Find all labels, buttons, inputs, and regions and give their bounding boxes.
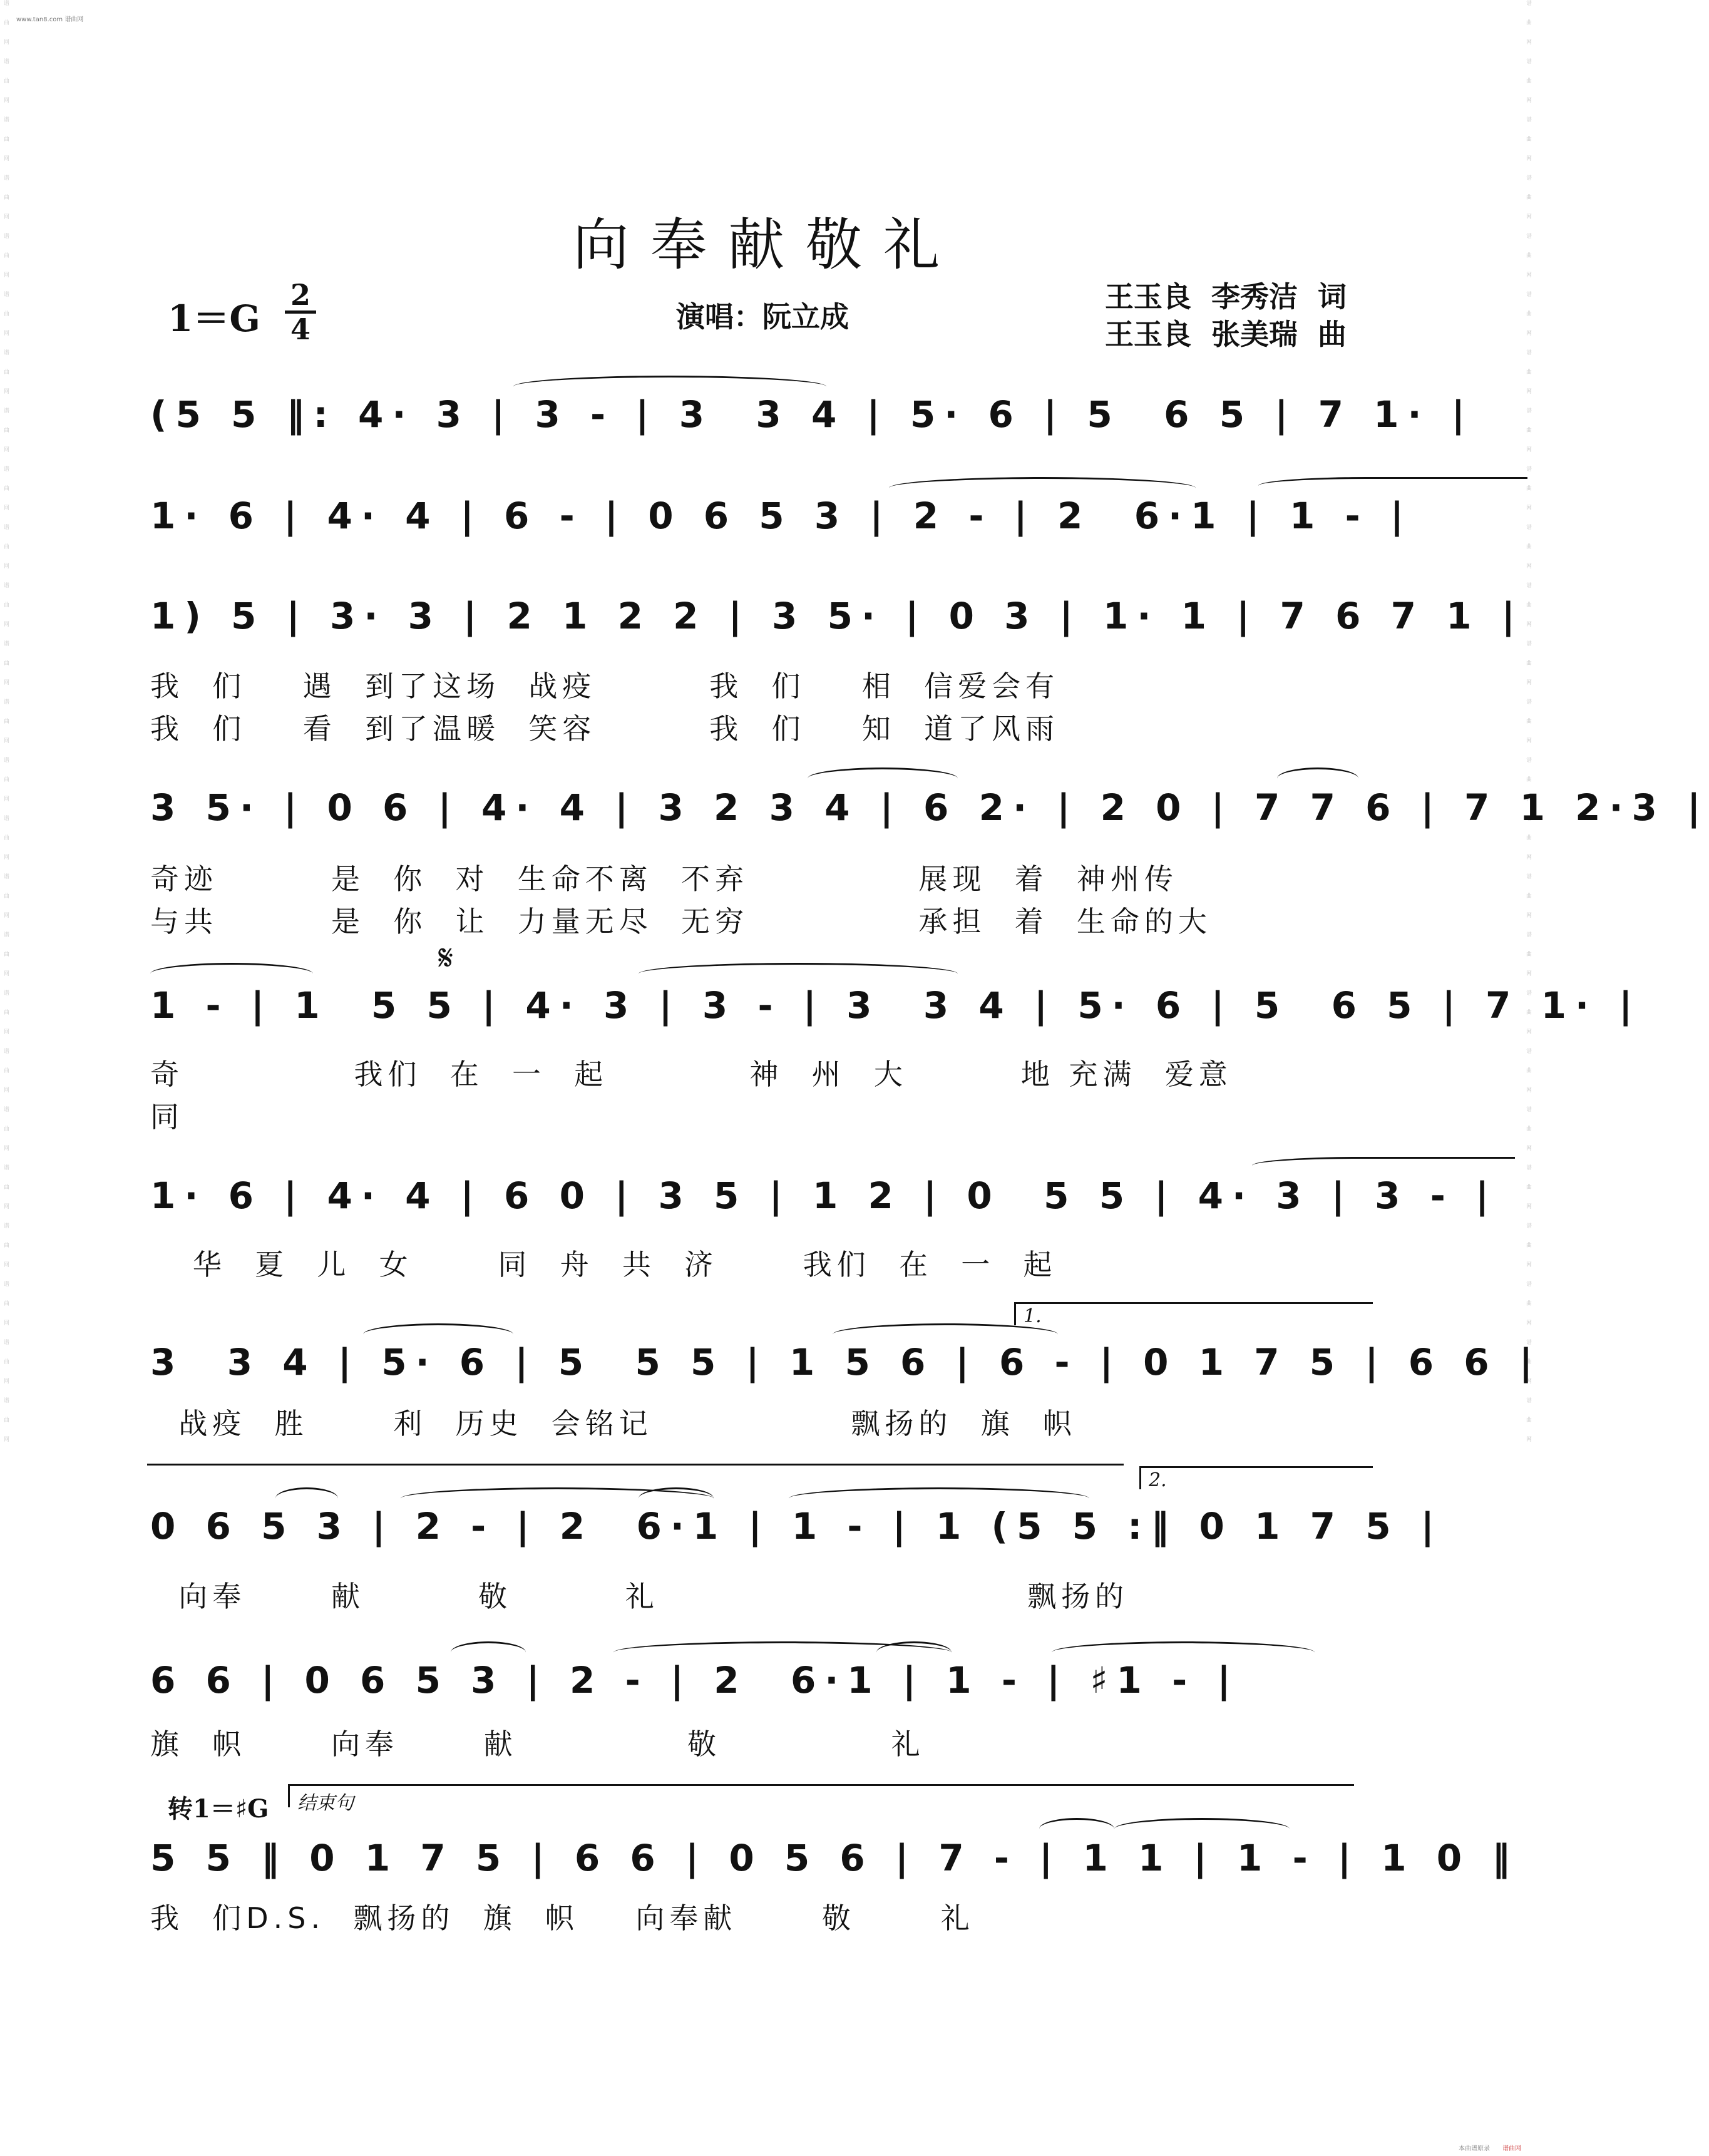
- lyric-verse-1: 奇迹 是 你 对 生命不离 不弃 展现 着 神州传: [150, 862, 1178, 896]
- coda-bracket: [288, 1784, 1354, 1814]
- notes-line: 1 - | 1 5 5 | 4· 3 | 3 - | 3 3 4 | 5· 6 | 5 6 5 | 7 1· |: [150, 984, 1641, 1027]
- lyric-line: 战疫 胜 利 历史 会铭记 飘扬的 旗 帜: [150, 1407, 1077, 1440]
- tie: [150, 963, 313, 985]
- notes-line: 1) 5 | 3· 3 | 2 1 2 2 | 3 5· | 0 3 | 1· 1 | 7 6 7 1 |: [150, 595, 1524, 637]
- modulation-mark: 转1＝♯G: [168, 1794, 269, 1824]
- site-tag: www.tan8.com 谱曲网: [16, 16, 84, 23]
- lyric-line: 向奉 献 敬 礼 飘扬的: [150, 1579, 1129, 1613]
- tie: [889, 477, 1196, 499]
- tie: [1114, 1818, 1290, 1840]
- notes-line: 3 3 4 | 5· 6 | 5 5 5 | 1 5 6 | 6 - | 0 1 7 5 | 6 6 |: [150, 1341, 1542, 1383]
- time-signature: [285, 280, 316, 344]
- notes-line: 5 5 ‖ 0 1 7 5 | 6 6 | 0 5 6 | 7 - | 1 1 | 1 - | 1 0 ‖: [150, 1837, 1519, 1879]
- first-ending-bracket: [1014, 1302, 1373, 1325]
- slur: [876, 1641, 952, 1663]
- lyric-line: 华 夏 儿 女 同 舟 共 济 我们 在 一 起: [150, 1248, 1057, 1281]
- side-watermark-left: 谱曲网谱曲网谱曲网谱曲网谱曲网谱曲网谱曲网谱曲网谱曲网谱曲网谱曲网谱曲网谱曲网谱曲网谱曲网谱曲网谱曲网谱曲网谱曲网谱曲网谱曲网谱曲网谱曲网谱曲网谱曲网: [3, 0, 9, 1455]
- song-title: 向奉献敬礼: [573, 212, 961, 278]
- slur: [451, 1641, 526, 1663]
- volta-label-coda: 结束句: [297, 1792, 354, 1814]
- slur: [1039, 1818, 1114, 1840]
- notes-line: 1· 6 | 4· 4 | 6 - | 0 6 5 3 | 2 - | 2 6·1 | 1 - |: [150, 495, 1413, 537]
- slur: [1277, 767, 1358, 789]
- tie: [639, 963, 958, 985]
- credits: [1105, 278, 1347, 353]
- slur: [363, 1323, 513, 1345]
- lyric-line-1: 奇 我们 在 一 起 神 州 大 地 充满 爱意: [150, 1057, 1233, 1091]
- lyric-line-2: 同: [150, 1100, 184, 1134]
- second-ending-bracket: [1139, 1466, 1373, 1489]
- tie: [513, 376, 826, 398]
- volta-label-1: 1.: [1024, 1305, 1042, 1327]
- notes-line: (5 5 ‖: 4· 3 | 3 - | 3 3 4 | 5· 6 | 5 6 5 | 7 1· |: [150, 393, 1474, 436]
- notes-line: 1· 6 | 4· 4 | 6 0 | 3 5 | 1 2 | 0 5 5 | 4· 3 | 3 - |: [150, 1174, 1498, 1217]
- first-ending-continuation: [147, 1464, 1124, 1487]
- bottom-tag-brand: 谱曲网: [1502, 2145, 1521, 2152]
- volta-label-2: 2.: [1149, 1469, 1167, 1491]
- notes-line: 0 6 5 3 | 2 - | 2 6·1 | 1 - | 1 (5 5 :‖ 0 1 7 5 |: [150, 1505, 1443, 1548]
- lyric-verse-2: 我 们 看 到了温暖 笑容 我 们 知 道了风雨: [150, 712, 1060, 746]
- lyric-line: 我 们D.S. 飘扬的 旗 帜 向奉献 敬 礼: [150, 1901, 975, 1935]
- notes-line: 3 5· | 0 6 | 4· 4 | 3 2 3 4 | 6 2· | 2 0 | 7 7 6 | 7 1 2·3 |: [150, 786, 1709, 829]
- tie: [808, 767, 958, 789]
- singer-credit: 演唱：阮立成: [676, 300, 849, 334]
- side-watermark-right: 谱曲网谱曲网谱曲网谱曲网谱曲网谱曲网谱曲网谱曲网谱曲网谱曲网谱曲网谱曲网谱曲网谱曲网谱曲网谱曲网谱曲网谱曲网谱曲网谱曲网谱曲网谱曲网谱曲网谱曲网谱曲网: [1525, 0, 1531, 1455]
- lyric-verse-2: 与共 是 你 让 力量无尽 无穷 承担 着 生命的大: [150, 905, 1212, 938]
- bottom-tag: 本曲谱原录: [1459, 2145, 1490, 2152]
- lyric-verse-1: 我 们 遇 到了这场 战疫 我 们 相 信爱会有: [150, 669, 1060, 703]
- segno-sign: 𝄋: [438, 938, 454, 978]
- notes-line: 6 6 | 0 6 5 3 | 2 - | 2 6·1 | 1 - | ♯1 - |: [150, 1659, 1239, 1702]
- time-sig-bottom: 4: [290, 312, 310, 346]
- slur: [275, 1487, 338, 1509]
- tie: [1252, 1157, 1515, 1179]
- key-signature: 1＝G: [168, 297, 260, 340]
- lyric-line: 旗 帜 向奉 献 敬 礼: [150, 1727, 925, 1761]
- time-sig-top: 2: [290, 278, 310, 312]
- slur: [639, 1487, 714, 1509]
- tie: [1052, 1641, 1315, 1663]
- composer-credit: 王玉良 张美瑞 曲: [1105, 317, 1347, 351]
- lyricist-credit: 王玉良 李秀洁 词: [1105, 280, 1347, 314]
- tie: [789, 1487, 1089, 1509]
- tie: [1258, 477, 1527, 499]
